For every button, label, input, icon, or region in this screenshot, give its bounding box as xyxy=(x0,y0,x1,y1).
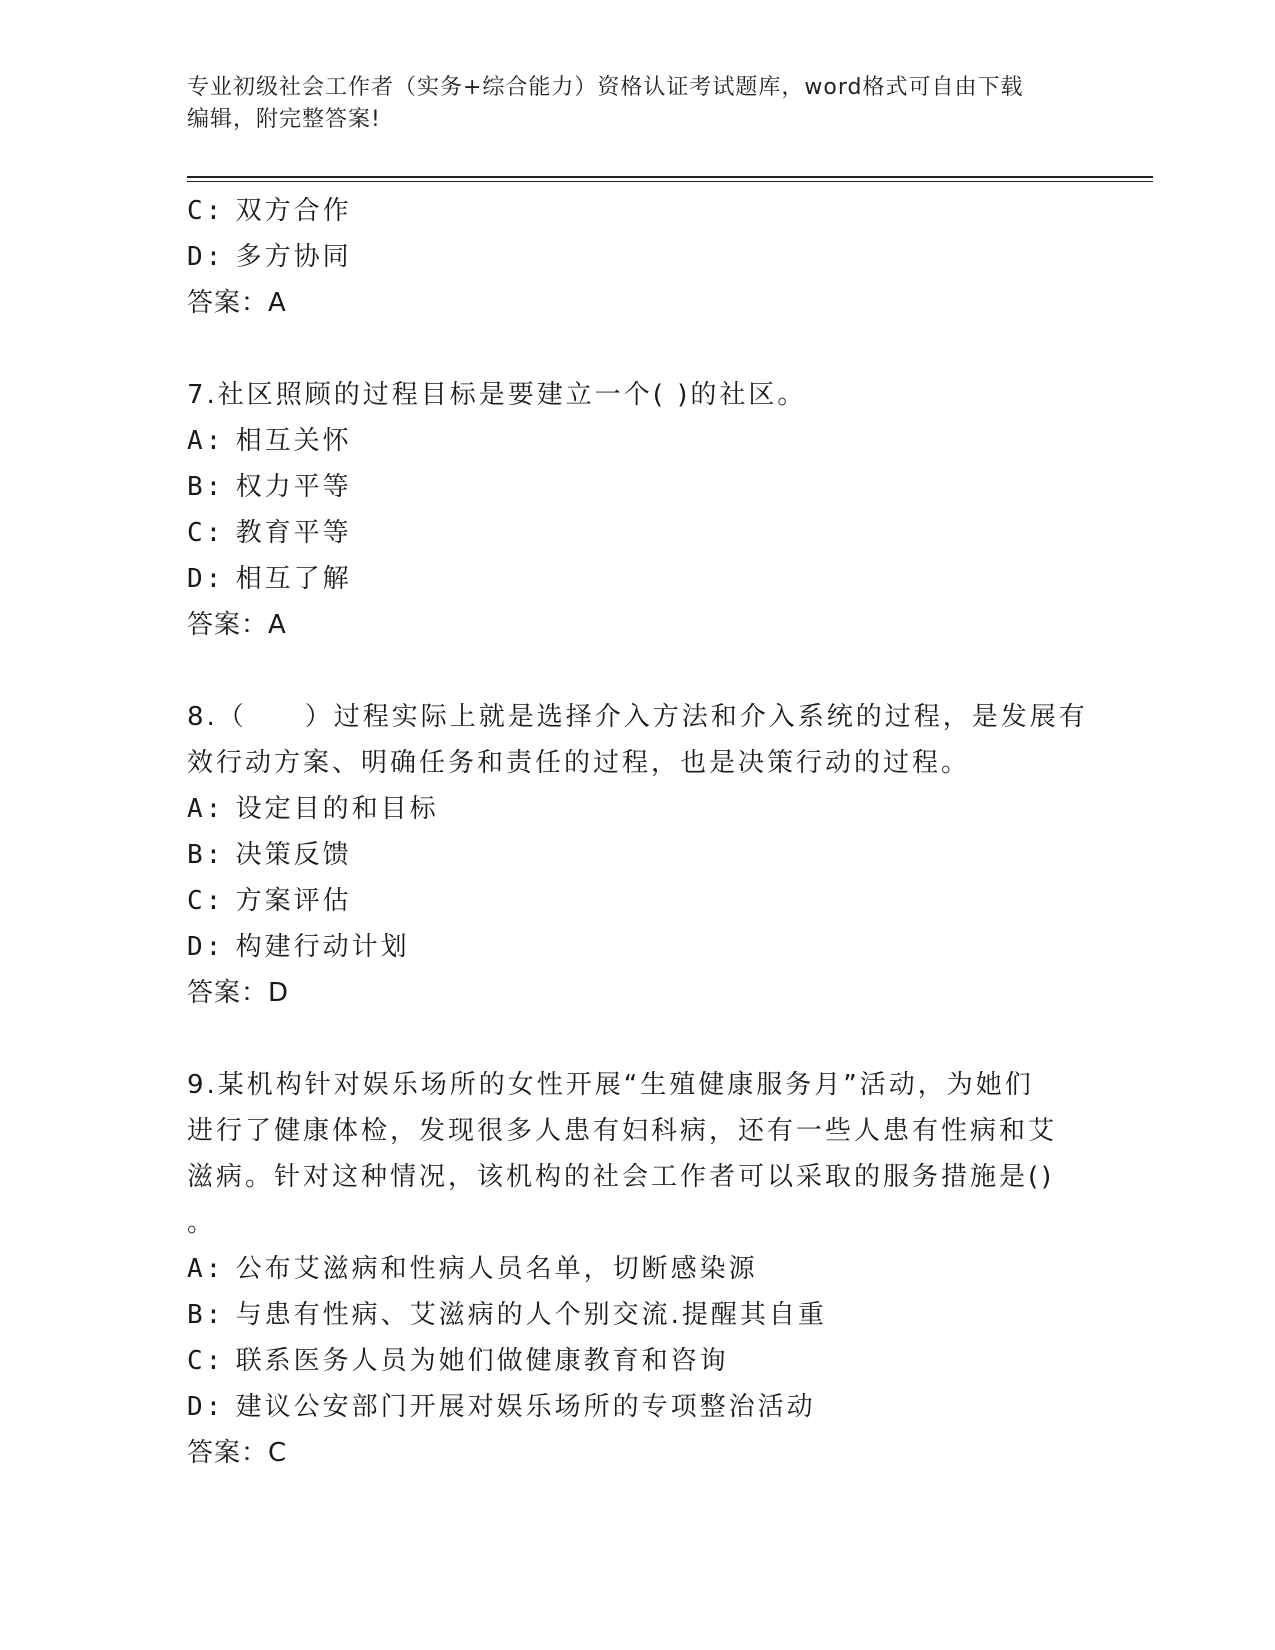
option-c xyxy=(187,188,1087,234)
option-c xyxy=(187,878,1087,924)
answer-line: 答案：A xyxy=(187,288,287,318)
question-stem-line-1: 8.（ ）过程实际上就是选择介入方法和介入系统的过程，是发展有 xyxy=(187,702,1088,732)
option-text: 多方协同 xyxy=(235,242,352,272)
header-line-2: 编辑，附完整答案! xyxy=(187,107,381,132)
option-text: 双方合作 xyxy=(235,196,352,226)
option-b xyxy=(187,1292,1087,1338)
option-text: 相互关怀 xyxy=(235,426,352,456)
option-a xyxy=(187,1246,1087,1292)
option-label: C: xyxy=(187,886,225,916)
spacer xyxy=(187,326,1087,372)
header-divider-thick xyxy=(187,176,1153,178)
option-d xyxy=(187,924,1087,970)
option-c xyxy=(187,1338,1087,1384)
question-6 xyxy=(187,188,1087,326)
question-stem-line-4: 。 xyxy=(187,1208,217,1238)
option-text: 构建行动计划 xyxy=(235,932,410,962)
document-header xyxy=(187,72,1087,136)
option-label: A: xyxy=(187,794,225,824)
option-label: B: xyxy=(187,840,225,870)
question-stem-line-1: 9.某机构针对娱乐场所的女性开展“生殖健康服务月”活动，为她们 xyxy=(187,1070,1034,1100)
option-text: 联系医务人员为她们做健康教育和咨询 xyxy=(235,1346,729,1376)
option-label: D: xyxy=(187,564,225,594)
question-8 xyxy=(187,694,1087,1016)
option-text: 方案评估 xyxy=(235,886,352,916)
option-label: B: xyxy=(187,1300,225,1330)
option-label: C: xyxy=(187,196,225,226)
answer-line: 答案：D xyxy=(187,978,290,1008)
option-label: D: xyxy=(187,932,225,962)
option-label: D: xyxy=(187,1392,225,1422)
option-text: 权力平等 xyxy=(235,472,352,502)
option-a xyxy=(187,786,1087,832)
option-label: B: xyxy=(187,472,225,502)
answer-line: 答案：C xyxy=(187,1438,288,1468)
question-stem: 7.社区照顾的过程目标是要建立一个( )的社区。 xyxy=(187,380,807,410)
spacer xyxy=(187,648,1087,694)
option-text: 与患有性病、艾滋病的人个别交流.提醒其自重 xyxy=(235,1300,827,1330)
option-label: C: xyxy=(187,518,225,548)
option-label: A: xyxy=(187,1254,225,1284)
question-stem-line-3: 滋病。针对这种情况，该机构的社会工作者可以采取的服务措施是() xyxy=(187,1162,1055,1192)
option-d xyxy=(187,1384,1087,1430)
option-d xyxy=(187,234,1087,280)
option-text: 建议公安部门开展对娱乐场所的专项整治活动 xyxy=(235,1392,816,1422)
option-text: 设定目的和目标 xyxy=(235,794,439,824)
option-text: 教育平等 xyxy=(235,518,352,548)
answer-line: 答案：A xyxy=(187,610,287,640)
option-label: D: xyxy=(187,242,225,272)
option-b xyxy=(187,464,1087,510)
option-d xyxy=(187,556,1087,602)
option-c xyxy=(187,510,1087,556)
option-text: 相互了解 xyxy=(235,564,352,594)
header-divider-thin xyxy=(187,181,1153,182)
question-stem-line-2: 进行了健康体检，发现很多人患有妇科病，还有一些人患有性病和艾 xyxy=(187,1116,1058,1146)
header-line-1: 专业初级社会工作者（实务+综合能力）资格认证考试题库，word格式可自由下载 xyxy=(187,75,1024,100)
option-a xyxy=(187,418,1087,464)
question-7 xyxy=(187,372,1087,648)
question-9 xyxy=(187,1062,1087,1476)
option-text: 决策反馈 xyxy=(235,840,352,870)
option-label: A: xyxy=(187,426,225,456)
option-b xyxy=(187,832,1087,878)
spacer xyxy=(187,1016,1087,1062)
option-text: 公布艾滋病和性病人员名单，切断感染源 xyxy=(235,1254,758,1284)
question-list xyxy=(187,188,1087,1476)
question-stem-line-2: 效行动方案、明确任务和责任的过程，也是决策行动的过程。 xyxy=(187,748,971,778)
option-label: C: xyxy=(187,1346,225,1376)
